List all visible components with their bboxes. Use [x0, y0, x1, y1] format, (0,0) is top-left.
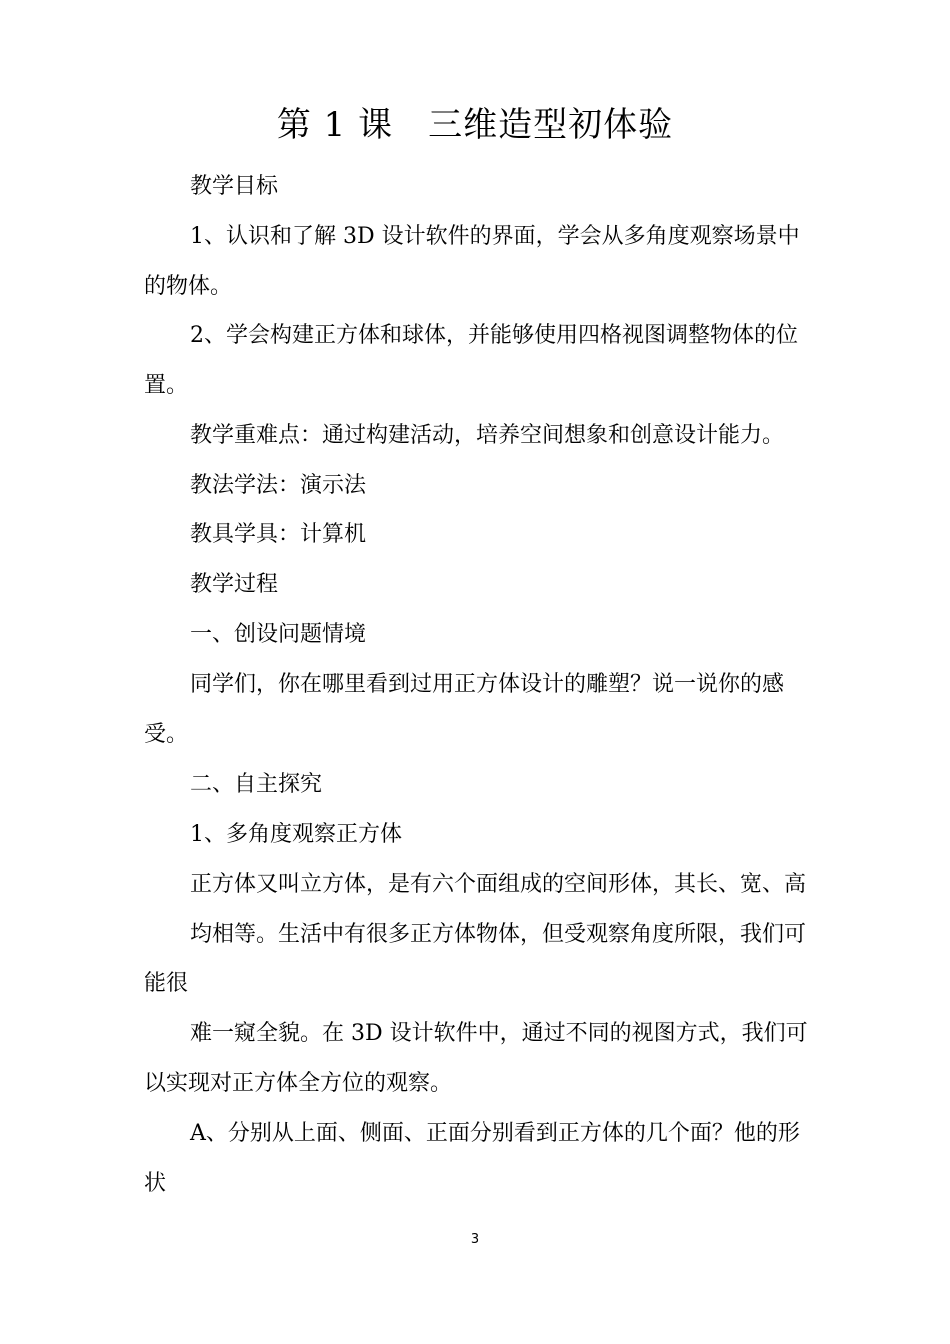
question-line-1: 同学们，你在哪里看到过用正方体设计的雕塑？说一说你的感	[190, 672, 785, 697]
goal-1-line-2: 的物体。	[144, 274, 233, 299]
question-a-line-2: 状	[144, 1171, 167, 1196]
paragraph-line-3: 能很	[144, 971, 189, 996]
topic-heading-1: 1、多角度观察正方体	[190, 822, 402, 847]
teaching-tools-line: 教具学具：计算机	[190, 522, 367, 547]
goal-2-line-2: 置。	[144, 373, 189, 398]
teaching-method-line: 教法学法：演示法	[190, 473, 367, 498]
paragraph-line-2: 均相等。生活中有很多正方体物体，但受观察角度所限，我们可	[190, 922, 807, 947]
paragraph-line-1: 正方体又叫立方体，是有六个面组成的空间形体，其长、宽、高	[190, 872, 807, 897]
section-heading-teaching-process: 教学过程	[190, 572, 279, 597]
page-number: 3	[470, 1232, 480, 1247]
section-heading-teaching-goals: 教学目标	[190, 174, 279, 199]
paragraph-line-4: 难一窥全貌。在 3D 设计软件中，通过不同的视图方式，我们可	[190, 1021, 808, 1046]
key-difficulty-line: 教学重难点：通过构建活动，培养空间想象和创意设计能力。	[190, 423, 785, 448]
goal-2-line-1: 2、学会构建正方体和球体，并能够使用四格视图调整物体的位	[190, 323, 798, 348]
paragraph-line-5: 以实现对正方体全方位的观察。	[144, 1071, 453, 1096]
subsection-heading-2: 二、自主探究	[190, 772, 323, 797]
question-line-2: 受。	[144, 722, 189, 747]
lesson-title: 第 1 课 三维造型初体验	[276, 105, 674, 145]
goal-1-line-1: 1、认识和了解 3D 设计软件的界面，学会从多角度观察场景中	[190, 224, 800, 249]
question-a-line-1: A、分别从上面、侧面、正面分别看到正方体的几个面？他的形	[190, 1121, 800, 1146]
subsection-heading-1: 一、创设问题情境	[190, 622, 367, 647]
